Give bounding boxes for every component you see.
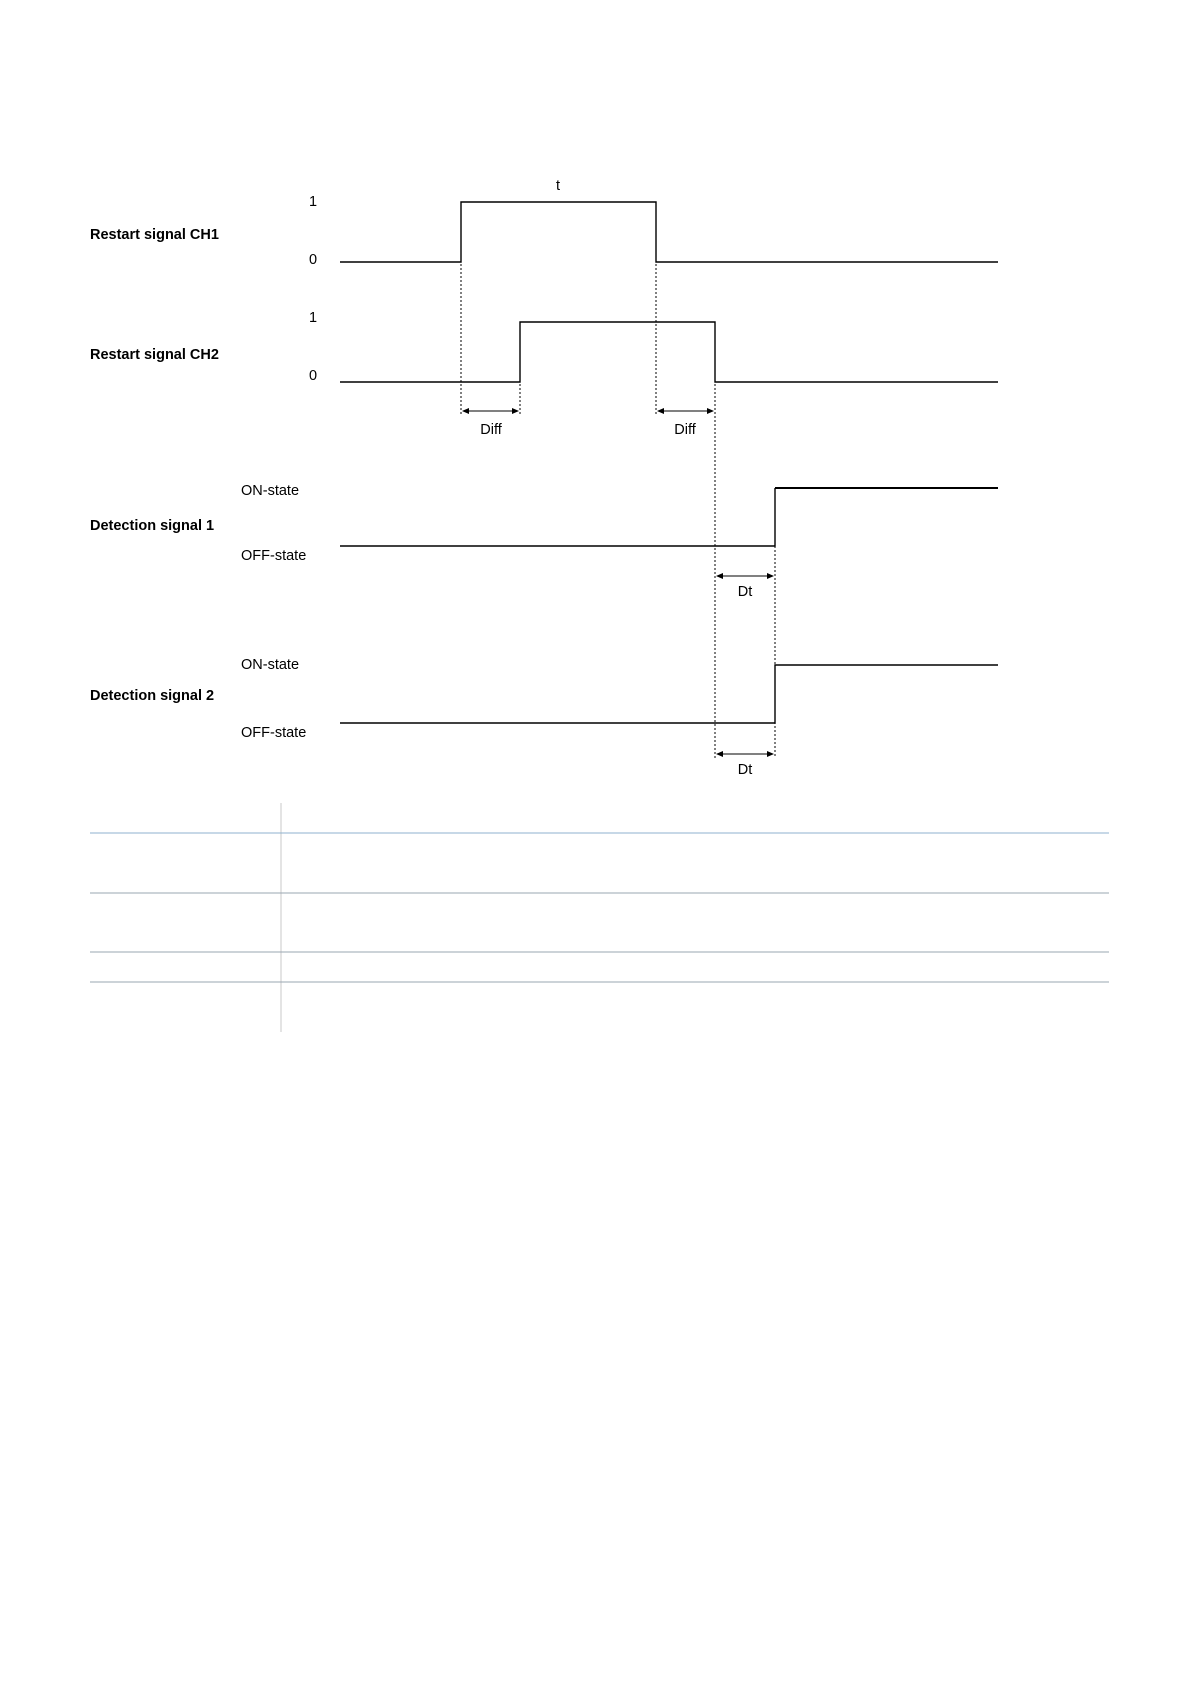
ch2-low-level-label: 0: [308, 368, 318, 384]
diff-fall-arrow: [657, 408, 714, 414]
diff-rise-arrow: [462, 408, 519, 414]
ch1-pulse-duration-label: t: [555, 178, 561, 194]
ch1-waveform: [340, 202, 998, 262]
det1-on-state-label: ON-state: [241, 483, 300, 499]
ch2-waveform: [340, 322, 998, 382]
ch1-low-level-label: 0: [308, 252, 318, 268]
det2-off-state-label: OFF-state: [241, 725, 307, 741]
ch1-signal-label: Restart signal CH1: [90, 227, 219, 243]
diff-fall-label: Diff: [674, 422, 696, 438]
dt2-arrow: [716, 751, 774, 757]
ch2-high-level-label: 1: [308, 310, 318, 326]
dt1-arrow: [716, 573, 774, 579]
det1-waveform: [340, 488, 775, 546]
det2-signal-label: Detection signal 2: [90, 688, 215, 704]
det1-off-state-label: OFF-state: [241, 548, 307, 564]
dt1-label: Dt: [737, 584, 753, 600]
dt2-label: Dt: [737, 762, 753, 778]
diff-rise-label: Diff: [480, 422, 502, 438]
det1-signal-label: Detection signal 1: [90, 518, 215, 534]
ch1-high-level-label: 1: [308, 194, 318, 210]
ch2-signal-label: Restart signal CH2: [90, 347, 219, 363]
det2-on-state-label: ON-state: [241, 657, 300, 673]
empty-table-grid: [90, 803, 1109, 1032]
det2-waveform: [340, 665, 998, 723]
